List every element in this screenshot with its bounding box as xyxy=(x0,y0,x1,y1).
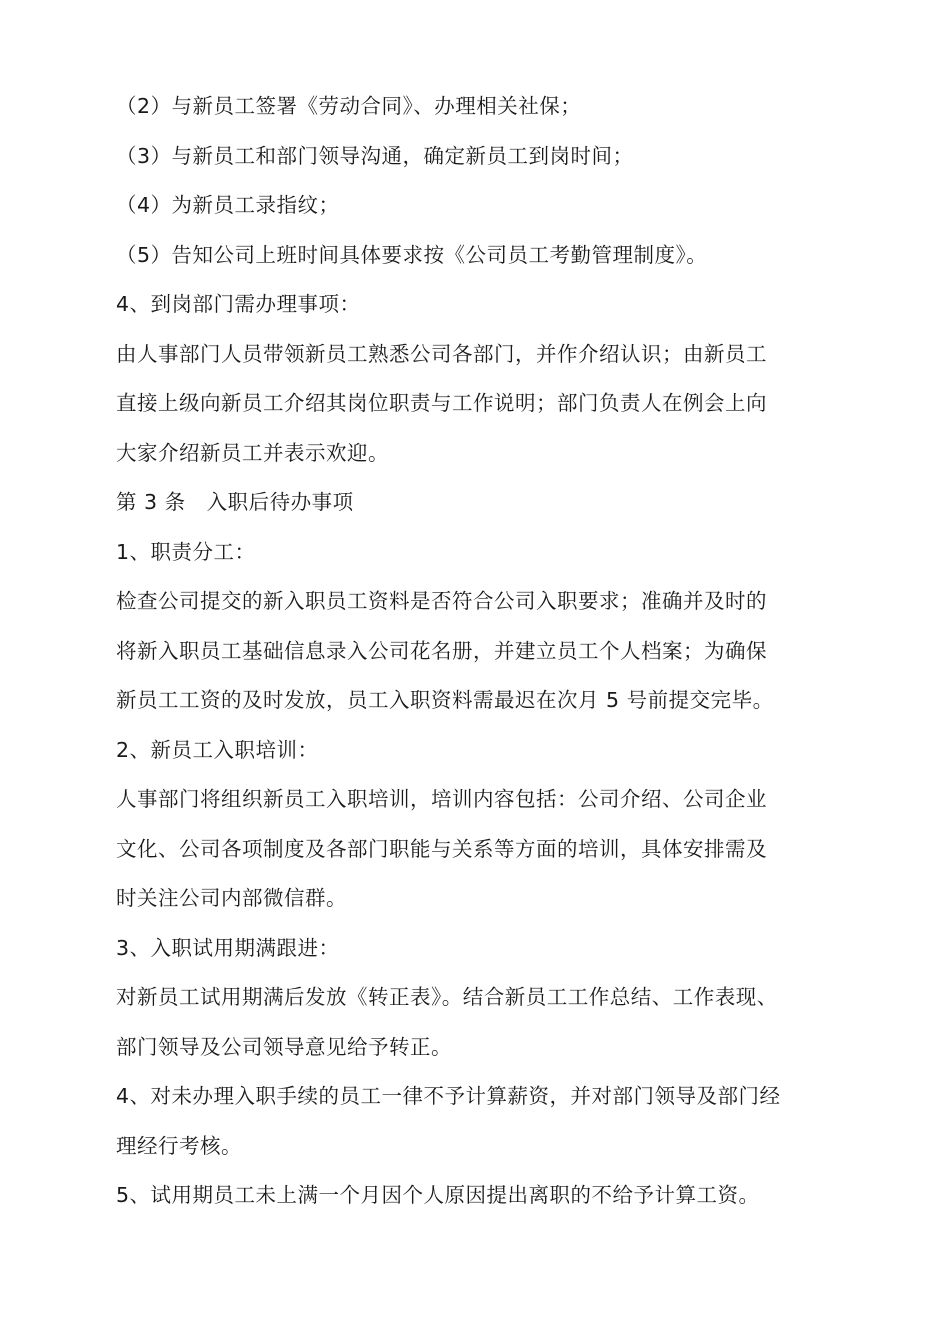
paragraph-line: 直接上级向新员工介绍其岗位职责与工作说明；部门负责人在例会上向 xyxy=(116,391,767,415)
rule-item-5: 5、试用期员工未上满一个月因个人原因提出离职的不给予计算工资。 xyxy=(116,1183,760,1207)
list-item-4: （4）为新员工录指纹； xyxy=(116,193,340,217)
list-item-2: （2）与新员工签署《劳动合同》、办理相关社保； xyxy=(116,94,582,118)
section-heading-department: 4、到岗部门需办理事项： xyxy=(116,292,361,316)
list-item-5: （5）告知公司上班时间具体要求按《公司员工考勤管理制度》。 xyxy=(116,242,708,267)
document-body xyxy=(116,86,916,1225)
paragraph-line: 对新员工试用期满后发放《转正表》。结合新员工工作总结、工作表现、 xyxy=(116,985,778,1009)
paragraph-line: 时关注公司内部微信群。 xyxy=(116,886,347,910)
paragraph-line: 新员工工资的及时发放，员工入职资料需最迟在次月 5 号前提交完毕。 xyxy=(116,688,774,712)
section-heading-probation: 3、入职试用期满跟进： xyxy=(116,935,340,960)
section-heading-training: 2、新员工入职培训： xyxy=(116,737,319,762)
rule-item-4-continued: 理经行考核。 xyxy=(116,1133,242,1158)
list-item-3: （3）与新员工和部门领导沟通，确定新员工到岗时间； xyxy=(116,143,634,168)
paragraph-line: 人事部门将组织新员工入职培训，培训内容包括：公司介绍、公司企业 xyxy=(116,787,767,811)
paragraph-line: 将新入职员工基础信息录入公司花名册，并建立员工个人档案；为确保 xyxy=(116,638,767,663)
paragraph-line: 部门领导及公司领导意见给予转正。 xyxy=(116,1034,452,1059)
rule-item-4: 4、对未办理入职手续的员工一律不予计算薪资，并对部门领导及部门经 xyxy=(116,1084,781,1108)
article-heading: 第 3 条 入职后待办事项 xyxy=(116,490,354,514)
paragraph-line: 由人事部门人员带领新员工熟悉公司各部门，并作介绍认识；由新员工 xyxy=(116,341,767,366)
paragraph-line: 大家介绍新员工并表示欢迎。 xyxy=(116,440,389,465)
paragraph-line: 文化、公司各项制度及各部门职能与关系等方面的培训，具体安排需及 xyxy=(116,836,767,861)
section-heading-duties: 1、职责分工： xyxy=(116,539,256,564)
paragraph-line: 检查公司提交的新入职员工资料是否符合公司入职要求；准确并及时的 xyxy=(116,589,767,613)
